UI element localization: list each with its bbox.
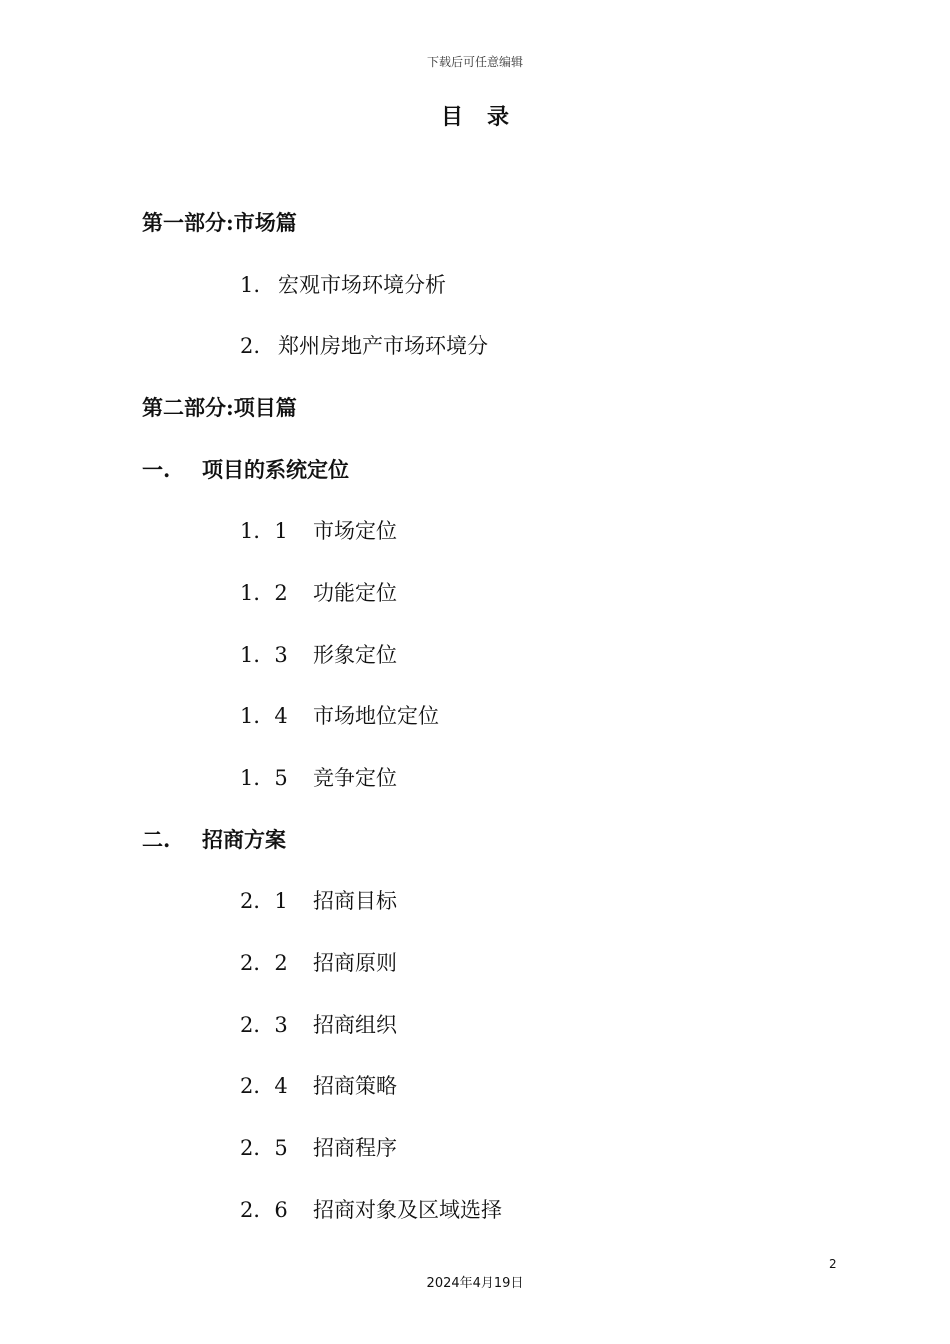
toc-part-2-heading[interactable]: 第二部分:项目篇 [142, 395, 297, 420]
toc-section-number: 二. [142, 827, 171, 852]
toc-entry-1-3[interactable] [240, 642, 397, 668]
toc-entry-number: 1．3 [240, 643, 288, 667]
toc-entry-label: 市场地位定位 [313, 704, 439, 728]
toc-entry-2-5[interactable] [240, 1135, 397, 1161]
toc-entry-1-2[interactable] [240, 580, 397, 606]
toc-entry-label: 功能定位 [313, 581, 397, 605]
toc-entry-2-1[interactable] [240, 888, 397, 914]
toc-entry-number: 1．2 [240, 581, 288, 605]
toc-entry-2-6[interactable] [240, 1197, 502, 1223]
toc-entry-1-1[interactable] [240, 518, 397, 544]
toc-entry-number: 2．1 [240, 889, 288, 913]
toc-entry-label: 招商组织 [313, 1013, 397, 1037]
toc-section-label: 项目的系统定位 [202, 457, 349, 482]
toc-part-1-heading[interactable]: 第一部分:市场篇 [142, 210, 297, 235]
toc-entry-1-5[interactable] [240, 765, 397, 791]
toc-entry-zhengzhou-market[interactable] [240, 333, 488, 359]
toc-entry-1-4[interactable] [240, 703, 439, 729]
toc-entry-number: 1. [240, 273, 261, 297]
toc-entry-label: 招商程序 [313, 1136, 397, 1160]
toc-section-1-heading[interactable] [142, 457, 349, 483]
page-header: 下载后可任意编辑 [426, 55, 523, 69]
toc-entry-number: 2．4 [240, 1074, 288, 1098]
toc-entry-label: 招商原则 [313, 951, 397, 975]
toc-entry-2-3[interactable] [240, 1012, 397, 1038]
toc-section-label: 招商方案 [202, 827, 286, 852]
toc-entry-number: 1．4 [240, 704, 288, 728]
toc-title: 目录 [440, 104, 533, 130]
toc-section-number: 一. [142, 457, 171, 482]
toc-entry-number: 2. [240, 334, 261, 358]
toc-entry-label: 形象定位 [313, 643, 397, 667]
page-number: 2 [829, 1257, 837, 1271]
toc-entry-2-2[interactable] [240, 950, 397, 976]
toc-entry-number: 2．3 [240, 1013, 288, 1037]
toc-entry-label: 招商对象及区域选择 [313, 1198, 502, 1222]
toc-entry-number: 1．1 [240, 519, 288, 543]
toc-entry-number: 1．5 [240, 766, 288, 790]
toc-entry-macro-market[interactable] [240, 272, 446, 298]
toc-entry-number: 2．5 [240, 1136, 288, 1160]
toc-entry-label: 招商策略 [313, 1074, 397, 1098]
toc-entry-label: 竞争定位 [313, 766, 397, 790]
toc-entry-label: 市场定位 [313, 519, 397, 543]
toc-entry-label: 招商目标 [313, 889, 397, 913]
toc-entry-number: 2．6 [240, 1198, 288, 1222]
page-footer-date: 2024年4月19日 [426, 1276, 524, 1291]
toc-entry-label: 郑州房地产市场环境分 [278, 334, 488, 358]
toc-section-2-heading[interactable] [142, 827, 286, 853]
toc-entry-2-4[interactable] [240, 1073, 397, 1099]
toc-entry-number: 2．2 [240, 951, 288, 975]
toc-entry-label: 宏观市场环境分析 [278, 273, 446, 297]
